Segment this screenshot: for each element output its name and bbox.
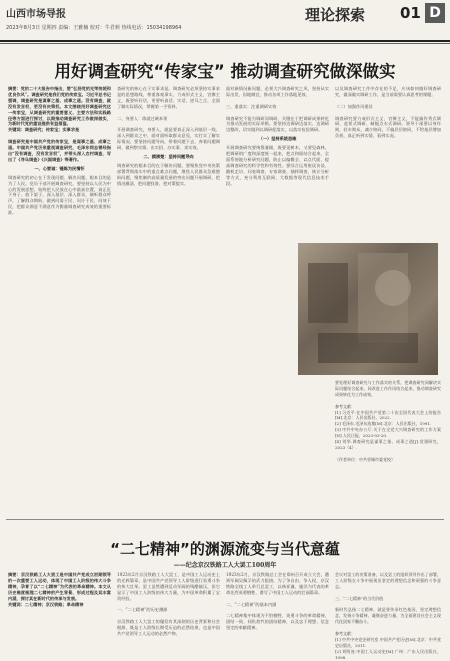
masthead-rule (0, 40, 450, 42)
article1-text-1b: 调查研究的初心在于发现问题、解决问题，根本目的是为了人民。党员干部开展调查研究，要坚持以人民为中心的发展思想，始终把人民放在心中最高位置，真正沉下身子、放下架子，深入基层、深入群众，倾听群众呼声，了解群众期盼，做到问需于民、问计于民、问效于民，把群众满意不满意作为衡量调查研究成效的重要标准。 (8, 174, 111, 216)
article1-column-4-top (335, 86, 441, 241)
article1-text-2b: 调查研究的根本目的在于解决问题。要聚焦党中央决策部署贯彻落实中的重点难点问题，聚焦人民群众急难愁盼问题，聚焦制约高质量发展的突出问题开展调研，把情况摸清、把问题找准、把对策提实。 (117, 162, 220, 186)
article2-text-4: 会议对罢工的决策准备，以及罢工的组织领导作出了部署，工人阶级在斗争中展现出坚定的理想信念和顽强的斗争意志。 三、“二七精神”的当代价值 新时代弘扬二七精神，就是要传承红色基因，坚定理想信念，发扬斗争精神，凝聚奋进力量，为全面建设社会主义现代化国家不懈奋斗。 参考文献： [1] 中共中央党史研究室.中国共产党历史[M].北京：中共党史出版社，2011. [2] 刘明逵.中国工人运动史[M].广州：广东人民出版社，1998. (335, 572, 441, 660)
newspaper-title: 山西市场导报 (6, 9, 66, 20)
section-divider (6, 519, 444, 520)
article1-column-1 (8, 86, 111, 516)
article2-column-2 (117, 572, 220, 638)
article1-column-2 (117, 86, 220, 516)
page-number: 01 (400, 4, 421, 22)
article1-text-4b: 要处理好调查研究与工作落实的关系，把调查研究同解决实际问题结合起来，同改进工作作风结合起来，推动调查研究成果转化为工作成效。 参考文献： [1] 习近平.在中国共产党第二十次全国代表大会上的报告[M].北京：人民出版社，2022. [2] 毛泽东.毛泽东选集[M].北京：人民出版社，1991. [3] 中共中央办公厅.关于在全党大兴调查研究的工作方案[N].人民日报，2023-03-20. [4] 刘华.调查研究是谋事之基、成事之道[J].党建研究，2023（4）. （作者单位：中共晋城市委党校） (335, 380, 441, 462)
photo-placeholder-graphic (298, 243, 438, 375)
article1-abstract: 摘要：党的二十大报告中指出，要“弘扬党的光荣传统和优良作风”。调查研究是我们党的传家宝。习近平总书记强调，调查研究是谋事之基、成事之道。没有调查，就没有发言权，更没有决策权。本文围绕用好调查研究这一传家宝，从调查研究的重要意义、主要方法和实践路径等方面进行探讨，以期推动调查研究工作做深做实，为新时代党的建设提供有益借鉴。 关键词：调查研究；传家宝；实事求是 调查研究是中国共产党的传家宝，是谋事之基、成事之道。中国共产党历来重视调查研究，毛泽东同志曾经指出“没有调查，没有发言权”，并带头深入农村调查，写出了《寻乌调查》《兴国调查》等著作。 (8, 86, 111, 162)
article1-subhead-2: 二、摸清楚：坚持问题导向 (143, 153, 194, 159)
article2-column-1 (8, 572, 111, 638)
article1-text-3b: 开展调查研究要统筹兼顾，既要见树木，又要见森林，把调研的广度和深度统一起来，把点和面结合起来，全面系统地分析研究问题，防止以偏概全、以点代面，提高调查研究的科学性和有效性。要综合运用座谈访谈、随机走访、问卷调查、专家调查、抽样调查、统计分析等方式，充分利用互联网、大数据等现代信息技术手段。 (226, 145, 329, 186)
masthead (0, 0, 450, 44)
article2-column-3 (226, 572, 329, 638)
article2-column-4 (335, 572, 441, 660)
article2-title: “二七精神”的渊源流变与当代意蕴 (110, 540, 340, 558)
masthead-rule-thin (0, 43, 450, 44)
article1-text-4: 以及调查研究工作中存在的不足，应该如何做好调查研究，做深做实调研工作，是当前需要认真思考的课题。 （二）加强作风建设 调查研究要力戒形式主义、官僚主义，不能搞作秀式调研、盆景式调研、蜻蜓点水式调研。领导干部要以身作则，轻车简从、减少陪同，不搞层层陪同，不给基层增加负担，真正听到实情、看到实况。 (335, 86, 441, 139)
issue-info: 2023年8月3日 星期四 责编：王雅楠 校对：牛君莉 热线电话：15034198964 (6, 25, 182, 31)
article-photo (298, 243, 438, 375)
page-letter-badge: D (425, 3, 445, 23)
section-name: 理论探索 (305, 6, 366, 24)
article1-subhead-3: （一）坚持系统思维 (258, 136, 297, 142)
article2-text-3: 1923年2月，京汉铁路总工会在郑州召开成立大会，遭到军阀吴佩孚的武力阻挠。为了争自由、争人权，京汉铁路全线工人举行总罢工，以林祥谦、施洋为代表的革命先烈英勇牺牲，谱写了中国工人运动的壮丽篇章。 二、“二七精神”的基本内涵 二七精神集中体现为不怕牺牲、英勇斗争的革命精神，团结一致、同仇敌忾的团结精神，以及忠于理想、信念坚定的奉献精神。 (226, 572, 329, 631)
article2-subtitle: ——纪念京汉铁路工人大罢工100周年 (173, 562, 277, 569)
article2-abstract: 摘要：京汉铁路工人大罢工是中国共产党成立初期领导的一次重要工人运动，体现了中国工人阶级的伟大斗争精神，孕育了以“二七精神”为代表的革命精神。本文从历史维度梳理二七精神的产生背景、形成过程及其丰富内涵，探讨其在新时代的传承与发展。 关键词：二七精神；京汉铁路；革命精神 (8, 572, 111, 607)
article1-text-3: 面对新情况新问题，必须大兴调查研究之风，坚持从实际出发、因地制宜，推动各项工作落地见效。 三、重落实：注重调研实效 调查研究不能为调研而调研，关键在于把调研成果转化为推动发展的实际举措。要坚持边调研边落实、边调研边整改，切实做到以调研促落实、以落实检验调研。 (226, 86, 329, 133)
article1-text-2: 查研究的核心在于实事求是。调查研究必须坚持实事求是的思想路线，尊重客观事实，力戒形式主义、官僚主义，既要听好话，更要听真话、实话、逆耳之言，全面了解实际情况，掌握第一手资料。 二、身要入：练就过硬本领 开展调查研究，身要入，就是要真正深入到基层一线、深入到群众之中，面对面听取群众意见，实打实了解实际情况。要坚持问题导向，带着问题下去，奔着问题调研，做到察实情、出实招、办实事、求实效。 (117, 86, 220, 151)
article2-text-2: 1923年2月京汉铁路工人大罢工，是中国工人运动史上的光辉篇章，是中国共产党领导工人阶级进行英勇斗争的伟大壮举。罢工虽然遭到反动军阀的残酷镇压，但它显示了中国工人阶级的伟大力量，为中国革命积累了宝贵经验。 一、“二七精神”的历史渊源 京汉铁路工人大罢工的爆发有其深刻的历史背景和社会根源，既是工人阶级长期受压迫的必然结果，也是中国共产党领导工人运动的必然产物。 (117, 572, 220, 637)
article1-title: 用好调查研究“传家宝” 推动调查研究做深做实 (54, 62, 396, 81)
article1-subhead-1: 一、心要诚：锤炼为民情怀 (34, 165, 85, 171)
article1-column-4-bottom (335, 380, 441, 516)
